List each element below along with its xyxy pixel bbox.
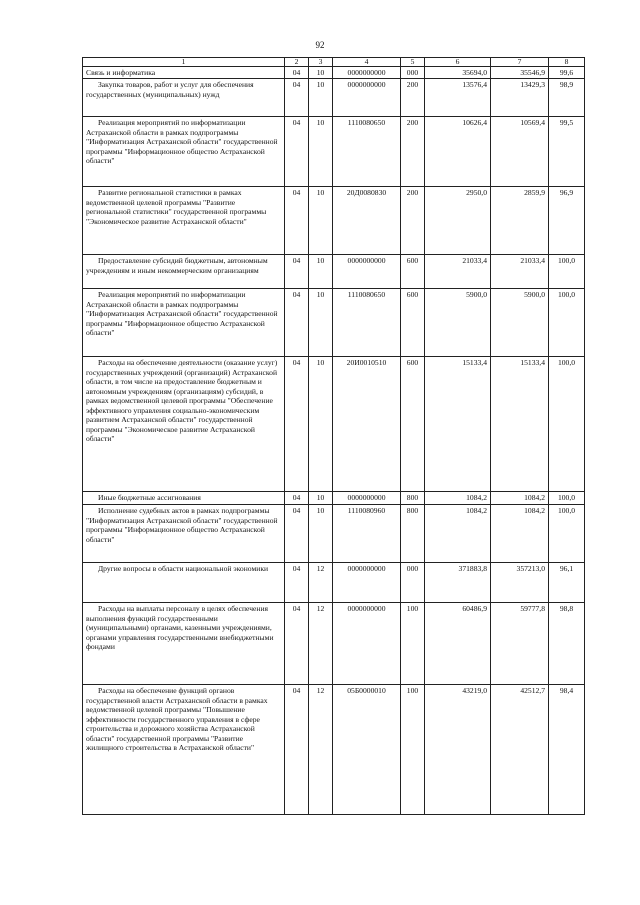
row-name: Развитие региональной статистики в рамках ведомственной целевой программы "Развитие региональной статистики" государственной программы "Экономическое развитие Астраханской области"	[83, 187, 285, 255]
cell-target-code: 0000000000	[333, 603, 401, 685]
cell-percent: 100,0	[549, 255, 585, 289]
row-name: Другие вопросы в области национальной экономики	[83, 563, 285, 603]
table-row	[83, 79, 585, 117]
cell-target-code: 1110080960	[333, 505, 401, 563]
cell-executed: 2859,9	[491, 187, 549, 255]
cell-percent: 100,0	[549, 492, 585, 505]
cell-planned: 5900,0	[425, 289, 491, 357]
cell-executed: 42512,7	[491, 685, 549, 815]
cell-subsection: 10	[309, 492, 333, 505]
cell-expense-type: 200	[401, 117, 425, 187]
row-name: Расходы на обеспечение деятельности (оказание услуг) государственных учреждений (организаций) Астраханской области, в том числе на предоставление бюджетным и автономным учреждениям (организациям) субсидий, в рамках ведомственной целевой программы "Обеспечение эффективного управления социально-экономическим развитием Астраханской области" государственной программы "Экономическое развитие Астраханской области"	[83, 357, 285, 492]
cell-section: 04	[285, 117, 309, 187]
cell-section: 04	[285, 289, 309, 357]
column-header: 1	[83, 58, 285, 67]
cell-executed: 357213,0	[491, 563, 549, 603]
cell-section: 04	[285, 563, 309, 603]
cell-target-code: 1110080650	[333, 289, 401, 357]
table-row	[83, 357, 585, 492]
cell-percent: 99,6	[549, 67, 585, 79]
row-name: Реализация мероприятий по информатизации Астраханской области в рамках подпрограммы "Информатизация Астраханской области" государственной программы "Информационное общество Астраханской области"	[83, 117, 285, 187]
cell-subsection: 12	[309, 563, 333, 603]
cell-executed: 15133,4	[491, 357, 549, 492]
cell-percent: 98,4	[549, 685, 585, 815]
cell-expense-type: 800	[401, 492, 425, 505]
cell-subsection: 10	[309, 67, 333, 79]
cell-expense-type: 200	[401, 187, 425, 255]
cell-section: 04	[285, 505, 309, 563]
row-name: Расходы на выплаты персоналу в целях обеспечения выполнения функций государственными (муниципальными) органами, казенными учреждениями, органами управления государственными внебюджетными фондами	[83, 603, 285, 685]
cell-section: 04	[285, 685, 309, 815]
cell-target-code: 0000000000	[333, 67, 401, 79]
cell-expense-type: 600	[401, 255, 425, 289]
column-header: 2	[285, 58, 309, 67]
cell-expense-type: 800	[401, 505, 425, 563]
cell-target-code: 0000000000	[333, 79, 401, 117]
cell-target-code: 0000000000	[333, 255, 401, 289]
cell-expense-type: 600	[401, 289, 425, 357]
cell-percent: 98,8	[549, 603, 585, 685]
cell-executed: 10569,4	[491, 117, 549, 187]
cell-percent: 98,9	[549, 79, 585, 117]
cell-executed: 59777,8	[491, 603, 549, 685]
table-row	[83, 492, 585, 505]
cell-expense-type: 100	[401, 685, 425, 815]
column-header: 6	[425, 58, 491, 67]
cell-executed: 5900,0	[491, 289, 549, 357]
cell-percent: 100,0	[549, 357, 585, 492]
column-header: 7	[491, 58, 549, 67]
table-row	[83, 505, 585, 563]
cell-subsection: 12	[309, 685, 333, 815]
cell-subsection: 10	[309, 505, 333, 563]
cell-planned: 13576,4	[425, 79, 491, 117]
cell-percent: 99,5	[549, 117, 585, 187]
cell-planned: 43219,0	[425, 685, 491, 815]
row-name: Связь и информатика	[83, 67, 285, 79]
cell-section: 04	[285, 603, 309, 685]
cell-percent: 100,0	[549, 505, 585, 563]
cell-planned: 60486,9	[425, 603, 491, 685]
row-name: Исполнение судебных актов в рамках подпрограммы "Информатизация Астраханской области" государственной программы "Информационное общество Астраханской области"	[83, 505, 285, 563]
cell-expense-type: 000	[401, 563, 425, 603]
cell-expense-type: 100	[401, 603, 425, 685]
cell-subsection: 10	[309, 187, 333, 255]
column-header: 4	[333, 58, 401, 67]
cell-planned: 1084,2	[425, 492, 491, 505]
cell-section: 04	[285, 492, 309, 505]
cell-target-code: 1110080650	[333, 117, 401, 187]
table-row	[83, 563, 585, 603]
column-header: 3	[309, 58, 333, 67]
cell-planned: 15133,4	[425, 357, 491, 492]
row-name: Реализация мероприятий по информатизации Астраханской области в рамках подпрограммы "Информатизация Астраханской области" государственной программы "Информационное общество Астраханской области"	[83, 289, 285, 357]
cell-executed: 1084,2	[491, 505, 549, 563]
row-name: Предоставление субсидий бюджетным, автономным учреждениям и иным некоммерческим организациям	[83, 255, 285, 289]
cell-planned: 10626,4	[425, 117, 491, 187]
cell-expense-type: 600	[401, 357, 425, 492]
row-name: Иные бюджетные ассигнования	[83, 492, 285, 505]
cell-target-code: 20И0010510	[333, 357, 401, 492]
table-row	[83, 117, 585, 187]
cell-executed: 13429,3	[491, 79, 549, 117]
cell-planned: 2950,0	[425, 187, 491, 255]
table-row	[83, 187, 585, 255]
cell-target-code: 0000000000	[333, 492, 401, 505]
cell-subsection: 10	[309, 357, 333, 492]
row-name: Расходы на обеспечение функций органов государственной власти Астраханской области в рамках ведомственной целевой программы "Повышение эффективности государственного управления в сфере строительства и дорожного хозяйства Астраханской области" государственной программы "Развитие жилищного строительства в Астраханской области"	[83, 685, 285, 815]
cell-section: 04	[285, 255, 309, 289]
cell-section: 04	[285, 357, 309, 492]
budget-table	[82, 57, 585, 815]
page-number: 92	[315, 40, 325, 50]
cell-planned: 21033,4	[425, 255, 491, 289]
cell-subsection: 10	[309, 289, 333, 357]
cell-subsection: 10	[309, 117, 333, 187]
cell-planned: 371883,8	[425, 563, 491, 603]
row-name: Закупка товаров, работ и услуг для обеспечения государственных (муниципальных) нужд	[83, 79, 285, 117]
cell-planned: 35694,0	[425, 67, 491, 79]
cell-target-code: 05Б0000010	[333, 685, 401, 815]
column-header: 8	[549, 58, 585, 67]
table-row	[83, 685, 585, 815]
cell-subsection: 12	[309, 603, 333, 685]
cell-planned: 1084,2	[425, 505, 491, 563]
table-row	[83, 289, 585, 357]
cell-expense-type: 200	[401, 79, 425, 117]
cell-section: 04	[285, 67, 309, 79]
cell-executed: 1084,2	[491, 492, 549, 505]
cell-executed: 21033,4	[491, 255, 549, 289]
cell-section: 04	[285, 79, 309, 117]
cell-executed: 35546,9	[491, 67, 549, 79]
cell-subsection: 10	[309, 255, 333, 289]
table-row	[83, 603, 585, 685]
cell-target-code: 0000000000	[333, 563, 401, 603]
cell-percent: 100,0	[549, 289, 585, 357]
cell-subsection: 10	[309, 79, 333, 117]
cell-percent: 96,9	[549, 187, 585, 255]
column-header: 5	[401, 58, 425, 67]
cell-target-code: 20Д0080830	[333, 187, 401, 255]
cell-percent: 96,1	[549, 563, 585, 603]
table-header-row	[83, 58, 585, 67]
table-row	[83, 67, 585, 79]
table-row	[83, 255, 585, 289]
cell-expense-type: 000	[401, 67, 425, 79]
cell-section: 04	[285, 187, 309, 255]
